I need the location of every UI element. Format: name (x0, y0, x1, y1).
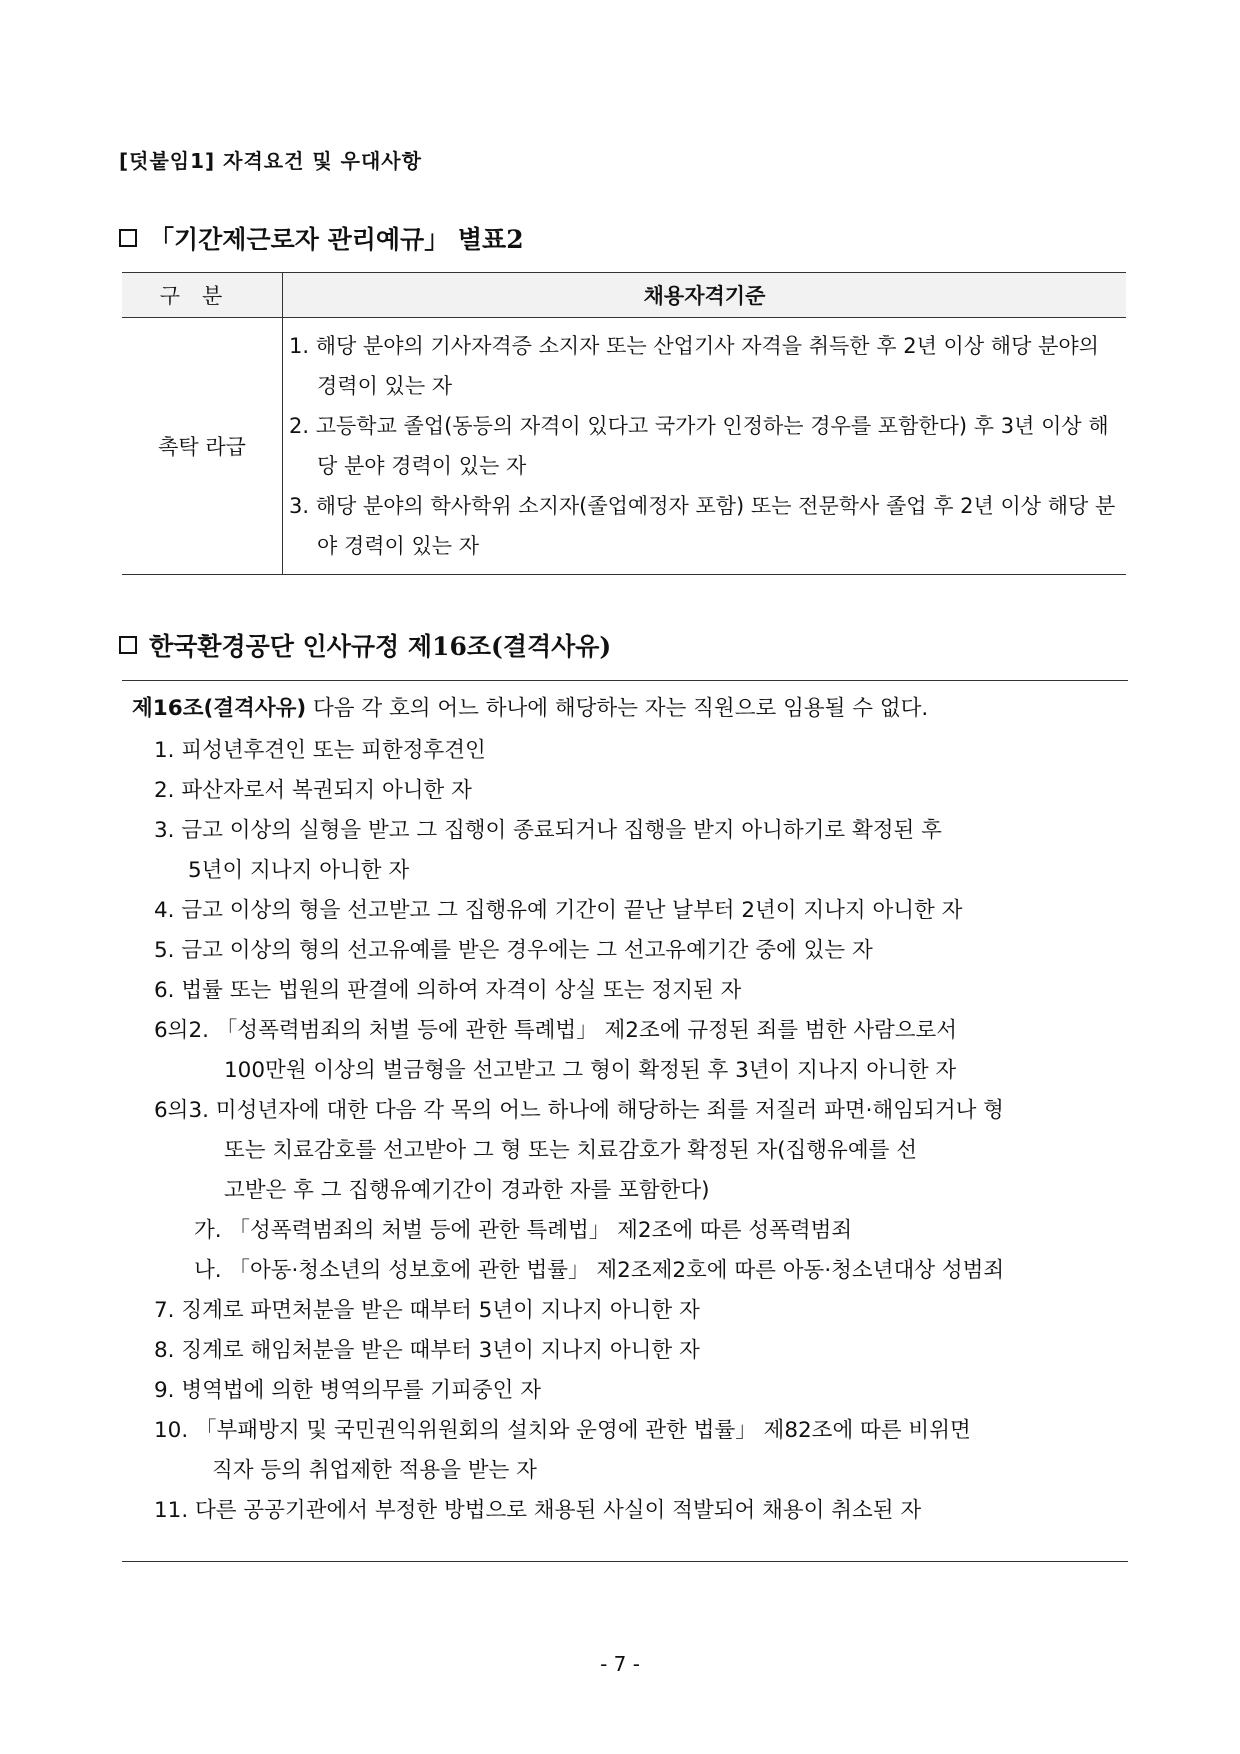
list-item: 1. 피성년후견인 또는 피한정후견인 (154, 738, 486, 763)
list-item: 6의2. 「성폭력범죄의 처벌 등에 관한 특례법」 제2조에 규정된 죄를 범한 사람으로서 (154, 1018, 958, 1043)
list-item: 11. 다른 공공기관에서 부정한 방법으로 채용된 사실이 적발되어 채용이 취소된 자 (154, 1498, 922, 1523)
criteria-cell (283, 318, 1127, 575)
header-category: 구분 (122, 273, 283, 318)
criteria-item: 3. 해당 분야의 학사학위 소지자(졸업예정자 포함) 또는 전문학사 졸업 후 2년 이상 해당 분야 경력이 있는 자 (289, 494, 1116, 558)
section-heading-text: 한국환경공단 인사규정 제16조(결격사유) (149, 632, 612, 661)
criteria-item: 2. 고등학교 졸업(동등의 자격이 있다고 국가가 인정하는 경우를 포함한다) 후 3년 이상 해당 분야 경력이 있는 자 (289, 414, 1109, 478)
checkbox-icon (119, 229, 137, 247)
table-header-row (122, 273, 1126, 318)
section-heading-disqualification (119, 627, 611, 663)
attachment-title: [덧붙임1] 자격요건 및 우대사항 (119, 149, 422, 173)
category-cell: 촉탁 라급 (122, 318, 283, 575)
section-heading-regulation (119, 220, 524, 256)
list-item-continuation: 100만원 이상의 벌금형을 선고받고 그 형이 확정된 후 3년이 지나지 아니한 자 (224, 1058, 957, 1083)
article-title: 제16조(결격사유) (132, 696, 307, 721)
list-item: 4. 금고 이상의 형을 선고받고 그 집행유예 기간이 끝난 날부터 2년이 지나지 아니한 자 (154, 898, 963, 923)
list-item: 6. 법률 또는 법원의 판결에 의하여 자격이 상실 또는 정지된 자 (154, 978, 742, 1003)
list-item-continuation: 직자 등의 취업제한 적용을 받는 자 (212, 1458, 537, 1483)
list-item-continuation: 또는 치료감호를 선고받아 그 형 또는 치료감호가 확정된 자(집행유예를 선 (224, 1138, 917, 1163)
list-item: 8. 징계로 해임처분을 받은 때부터 3년이 지나지 아니한 자 (154, 1338, 700, 1363)
disqualification-box (122, 680, 1128, 1562)
disqualification-list (154, 731, 1124, 1531)
section-heading-text: 「기간제근로자 관리예규」 별표2 (149, 225, 524, 254)
list-item-continuation: 고받은 후 그 집행유예기간이 경과한 자를 포함한다) (224, 1178, 710, 1203)
list-item-continuation: 5년이 지나지 아니한 자 (188, 858, 410, 883)
table-row (122, 318, 1126, 575)
sub-item: 가. 「성폭력범죄의 처벌 등에 관한 특례법」 제2조에 따른 성폭력범죄 (194, 1218, 853, 1243)
article-intro-text: 다음 각 호의 어느 하나에 해당하는 자는 직원으로 임용될 수 없다. (306, 696, 929, 721)
list-item: 7. 징계로 파면처분을 받은 때부터 5년이 지나지 아니한 자 (154, 1298, 700, 1323)
checkbox-icon (119, 636, 137, 654)
list-item: 9. 병역법에 의한 병역의무를 기피중인 자 (154, 1378, 541, 1403)
list-item: 6의3. 미성년자에 대한 다음 각 목의 어느 하나에 해당하는 죄를 저질러 파면·해임되거나 형 (154, 1098, 1004, 1123)
article-intro (132, 691, 928, 722)
qualification-table (122, 272, 1126, 575)
sub-item: 나. 「아동·청소년의 성보호에 관한 법률」 제2조제2호에 따른 아동·청소년대상 성범죄 (194, 1258, 1005, 1283)
criteria-item: 1. 해당 분야의 기사자격증 소지자 또는 산업기사 자격을 취득한 후 2년 이상 해당 분야의 경력이 있는 자 (289, 334, 1099, 398)
list-item: 2. 파산자로서 복권되지 아니한 자 (154, 778, 472, 803)
list-item: 5. 금고 이상의 형의 선고유예를 받은 경우에는 그 선고유예기간 중에 있는 자 (154, 938, 873, 963)
header-criteria: 채용자격기준 (283, 273, 1127, 318)
page-number: - 7 - (600, 1652, 640, 1676)
list-item: 10. 「부패방지 및 국민권익위원회의 설치와 운영에 관한 법률」 제82조에 따른 비위면 (154, 1418, 971, 1443)
list-item: 3. 금고 이상의 실형을 받고 그 집행이 종료되거나 집행을 받지 아니하기로 확정된 후 (154, 818, 942, 843)
